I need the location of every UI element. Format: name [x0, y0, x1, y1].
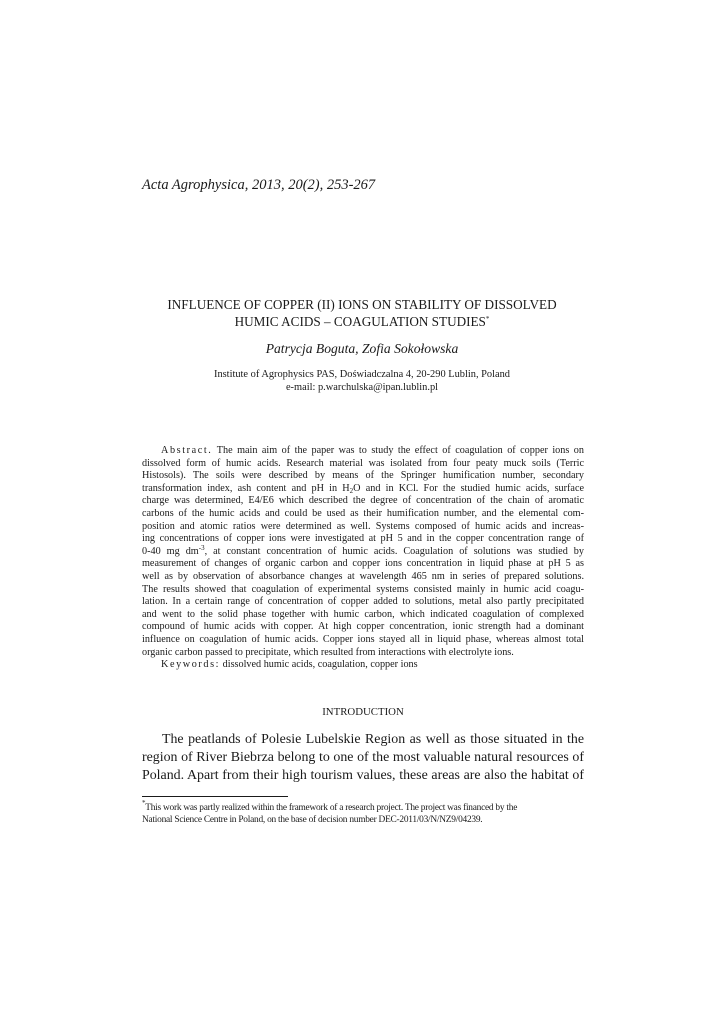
superscript: -3	[198, 543, 205, 552]
abstract-line-text: The main aim of the paper was to study the effect of coagulation of copper ions on	[216, 445, 584, 456]
abstract-line: ing concentrations of copper ions were investigated at pH 5 and in the copper concentration range of	[142, 533, 584, 545]
abstract-line: organic carbon passed to precipitate, which resulted from interactions with electrolyte ions.	[142, 646, 514, 658]
title-line-1: INFLUENCE OF COPPER (II) IONS ON STABILITY OF DISSOLVED	[167, 297, 557, 312]
keywords-text: dissolved humic acids, coagulation, copper ions	[222, 659, 418, 671]
affiliation-email[interactable]: e-mail: p.warchulska@ipan.lublin.pl	[285, 382, 439, 393]
abstract-line	[142, 445, 584, 458]
footnote-marker: *	[142, 799, 146, 807]
body-line: The peatlands of Polesie Lubelskie Region as well as those situated in the	[162, 732, 584, 747]
abstract-line	[142, 483, 584, 496]
body-line: Poland. Apart from their high tourism values, these areas are also the habitat of	[142, 768, 584, 784]
title-line-2	[100, 313, 624, 330]
paper-authors: Patrycja Boguta, Zofia Sokołowska	[265, 341, 459, 356]
footnote-rule	[142, 796, 288, 797]
abstract-line: and went to the solid phase together with humic carbon, which indicated coagulation of complexed	[142, 608, 584, 620]
abstract-label: Abstract.	[161, 445, 213, 456]
abstract-line-text: , at constant concentration of humic acids. Coagulation of solutions was studied by	[204, 545, 584, 557]
body-line: region of River Biebrza belong to one of the most valuable natural resources of	[142, 750, 584, 766]
abstract-line: position and atomic ratios were determined as well. Systems composed of humic acids and increas-	[142, 520, 584, 532]
title-line-2-text: HUMIC ACIDS – COAGULATION STUDIES	[234, 314, 486, 329]
body-text	[142, 731, 584, 786]
abstract-line-text: transformation index, ash content and pH in H	[142, 482, 350, 494]
title-footnote-marker[interactable]: *	[485, 315, 490, 323]
abstract-line: carbons of the humic acids and could be used as their humification number, and the elemental com-	[142, 507, 584, 519]
paper-title	[100, 296, 624, 330]
abstract-line-text: 0-40 mg dm	[142, 545, 199, 557]
abstract-line: lation. In a certain range of concentration of copper added to solutions, metal also partly precipitated	[142, 596, 584, 608]
abstract-line: measurement of changes of organic carbon and copper ions concentration in liquid phase at pH 5 as	[142, 558, 584, 570]
abstract-line: dissolved form of humic acids. Research material was isolated from four peaty muck soils (Terric	[142, 457, 584, 469]
abstract-line: well as by observation of absorbance changes at wavelength 465 nm in series of prepared solutions.	[142, 570, 584, 582]
footnote-line	[142, 799, 584, 814]
footnote	[142, 799, 584, 827]
abstract	[142, 445, 584, 672]
abstract-line: Histosols). The soils were described by means of the Springer humification number, secondary	[142, 470, 584, 482]
keywords-line	[142, 659, 584, 672]
footnote-line-text: This work was partly realized within the framework of a research project. The project was financed by the	[145, 803, 518, 813]
subscript: 2	[349, 486, 354, 495]
abstract-line	[142, 543, 584, 559]
abstract-line: compound of humic acids with copper. At high copper concentration, ionic strength had a dominant	[142, 621, 584, 633]
abstract-line-text: O and in KCl. For the studied humic acids, surface	[353, 482, 584, 494]
affiliation-block	[100, 368, 624, 394]
abstract-line: The results showed that coagulation of experimental systems consisted mainly in humic acid coagu-	[142, 583, 584, 595]
section-heading: INTRODUCTION	[322, 706, 404, 718]
footnote-line: National Science Centre in Poland, on the base of decision number DEC-2011/03/N/NZ9/04239.	[142, 815, 483, 826]
journal-citation: Acta Agrophysica, 2013, 20(2), 253-267	[142, 177, 376, 193]
affiliation-institute: Institute of Agrophysics PAS, Doświadczalna 4, 20-290 Lublin, Poland	[213, 369, 510, 380]
abstract-line: influence on coagulation of humic acids. Copper ions stayed all in liquid phase, whereas almost total	[142, 633, 584, 645]
abstract-line: charge was determined, E4/E6 which described the degree of concentration of the chain of aromatic	[142, 495, 584, 507]
keywords-label: Keywords:	[161, 659, 221, 671]
